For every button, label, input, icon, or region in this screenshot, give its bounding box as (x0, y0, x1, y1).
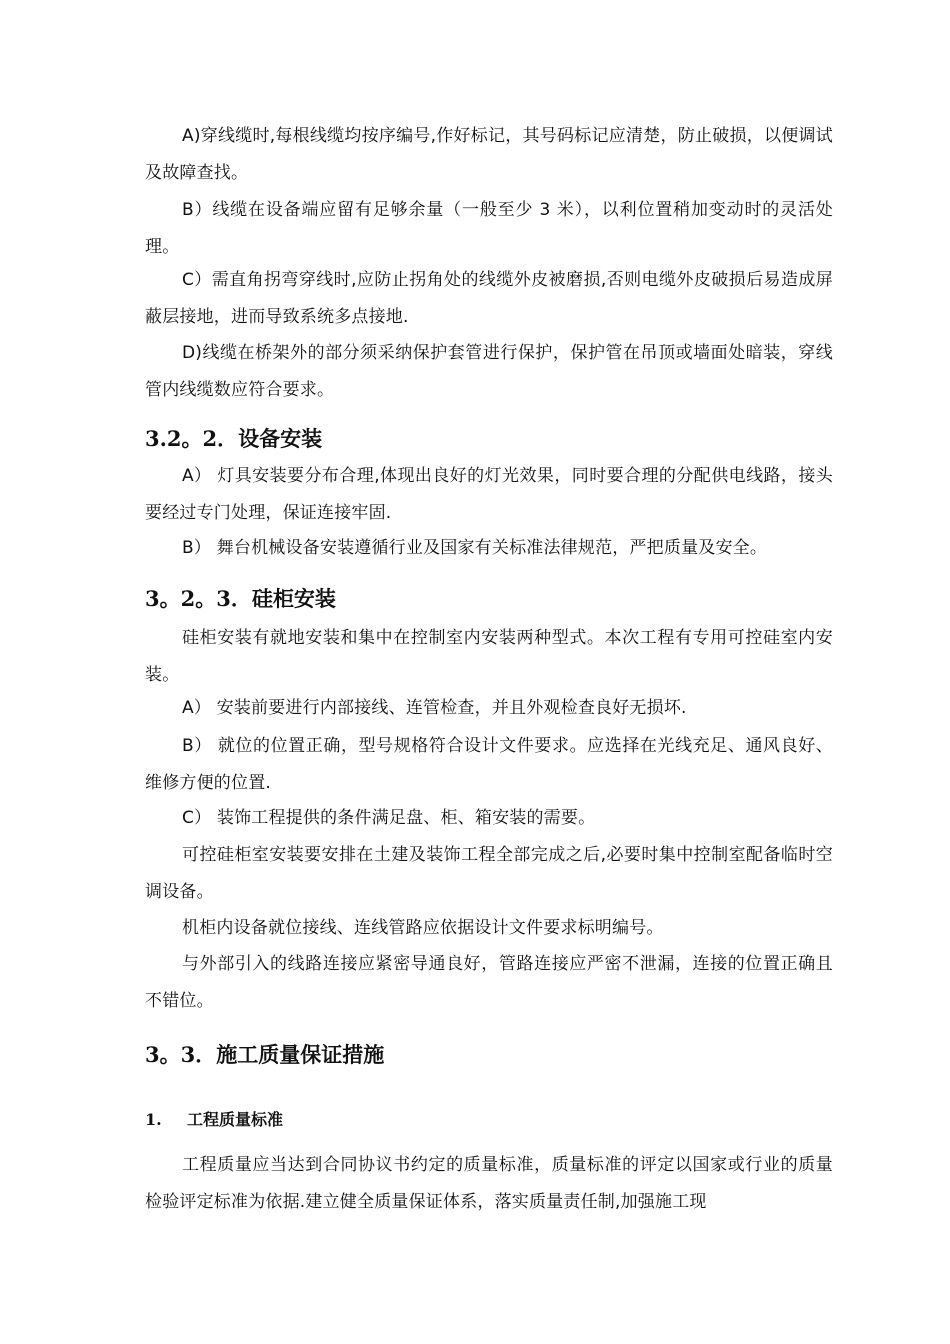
paragraph-cabinet-numbering: 机柜内设备就位接线、连线管路应依据设计文件要求标明编号。 (182, 918, 664, 938)
paragraph-cabinet-intro: 硅柜安装有就地安装和集中在控制室内安装两种型式。本次工程有专用可控硅室内安装。 (145, 628, 833, 685)
paragraph-cable-b: B）线缆在设备端应留有足够余量（一般至少 3 米），以利位置稍加变动时的灵活处理。 (145, 200, 833, 257)
paragraph-cabinet-a: A） 安装前要进行内部接线、连管检查，并且外观检查良好无损坏. (182, 698, 687, 718)
paragraph-quality-standard: 工程质量应当达到合同协议书约定的质量标准，质量标准的评定以国家或行业的质量检验评定标准为依据.建立健全质量保证体系，落实质量责任制,加强施工现 (145, 1155, 833, 1212)
subheading-title: 工程质量标准 (187, 1110, 284, 1129)
subheading-number: 1. (145, 1110, 162, 1129)
paragraph-cabinet-b: B） 就位的位置正确，型号规格符合设计文件要求。应选择在光线充足、通风良好、维修方便的位置. (145, 736, 833, 793)
section-heading-equipment-installation: 3.2。2．设备安装 (145, 426, 323, 451)
paragraph-cable-d: D)线缆在桥架外的部分须采纳保护套管进行保护，保护管在吊顶或墙面处暗装，穿线管内线缆数应符合要求。 (145, 343, 833, 400)
paragraph-cable-a: A)穿线缆时,每根线缆均按序编号,作好标记，其号码标记应清楚，防止破损，以便调试及故障查找。 (145, 126, 833, 183)
paragraph-cabinet-c: C） 装饰工程提供的条件满足盘、柜、箱安装的需要。 (182, 808, 596, 828)
section-heading-quality-measures: 3。3．施工质量保证措施 (145, 1042, 385, 1067)
paragraph-cable-c: C）需直角拐弯穿线时,应防止拐角处的线缆外皮被磨损,否则电缆外皮破损后易造成屏蔽层接地，进而导致系统多点接地. (145, 270, 833, 327)
section-heading-cabinet-installation: 3。2。3．硅柜安装 (145, 586, 336, 611)
paragraph-equipment-b: B） 舞台机械设备安装遵循行业及国家有关标准法律规范，严把质量及安全。 (182, 538, 768, 558)
subheading-quality-standard (145, 1108, 283, 1132)
paragraph-equipment-a: A） 灯具安装要分布合理,体现出良好的灯光效果，同时要合理的分配供电线路，接头要经过专门处理，保证连接牢固. (145, 466, 833, 523)
paragraph-cabinet-connection: 与外部引入的线路连接应紧密导通良好，管路连接应严密不泄漏，连接的位置正确且不错位。 (145, 954, 833, 1011)
paragraph-cabinet-timing: 可控硅柜室安装要安排在土建及装饰工程全部完成之后,必要时集中控制室配备临时空调设备。 (145, 845, 833, 902)
